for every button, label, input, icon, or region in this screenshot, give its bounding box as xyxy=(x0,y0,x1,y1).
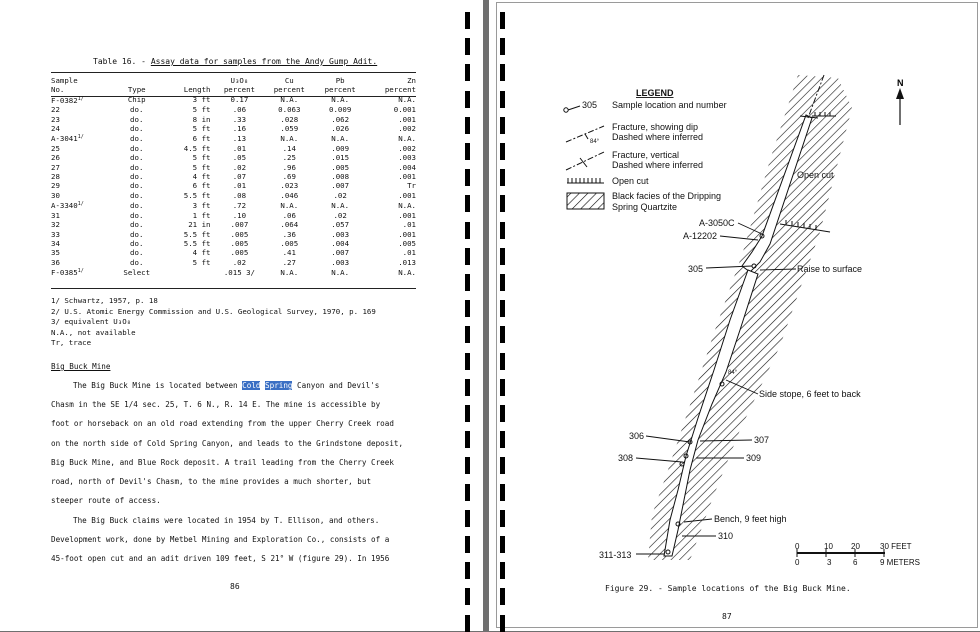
label-306: 306 xyxy=(629,431,645,441)
table-cell: .69 xyxy=(282,172,296,182)
table-cell: N.A. xyxy=(398,267,416,277)
table-cell: .14 xyxy=(282,143,296,153)
table-cell: .003 xyxy=(331,257,350,267)
cell-sample: $A-3041^{1/}$ xyxy=(51,134,84,144)
table-cell: 1 ft xyxy=(192,210,211,220)
page-number: 86 xyxy=(230,582,240,591)
table-cell: 5 ft xyxy=(192,162,211,172)
paragraph-1: The Big Buck Mine is located between Cold Spring Canyon and Devil's Chasm in the SE 1/4 sec. 25, T. 6 N., R. 14 E. The mine is accessible by foot or horseback on an old road extending from the upper Cherry Creek road on the north side of Cold Spring Canyon, and leads to the Grindstone deposit, Big Buck Mine, and Blue Rock deposit. A trail leading from the Cherry Creek road, north of Devil's Chasm, to the mine provides a much shorter, but steeper route of access. xyxy=(51,381,404,506)
table-cell: 5.5 ft xyxy=(183,238,211,248)
table-cell: 4.5 ft xyxy=(183,143,211,153)
section-heading: Big Buck Mine xyxy=(51,362,111,371)
col-header-length: Length xyxy=(183,85,211,95)
table-cell: .007 xyxy=(331,248,350,258)
table-cell: .005 xyxy=(398,238,416,248)
table-cell: Tr xyxy=(407,181,416,191)
table-cell: .25 xyxy=(282,153,296,163)
table-cell: 4 ft xyxy=(192,248,211,258)
table-cell: .01 xyxy=(402,220,416,230)
table-cell: do. xyxy=(130,190,144,200)
table-cell: 21 in xyxy=(188,220,211,230)
table-cell: do. xyxy=(130,257,144,267)
svg-text:3: 3 xyxy=(827,558,832,567)
cell-sample: 35 xyxy=(51,248,60,258)
table-cell: .005 xyxy=(230,238,249,248)
table-cell: .046 xyxy=(280,190,299,200)
table-cell: 0.063 xyxy=(278,105,301,115)
table-cell: .005 xyxy=(230,229,249,239)
svg-text:Spring Quartzite: Spring Quartzite xyxy=(612,202,678,212)
table-cell: N.A. xyxy=(398,133,416,143)
table-cell: .062 xyxy=(331,114,350,124)
svg-text:305: 305 xyxy=(582,100,598,110)
table-cell: .001 xyxy=(398,172,416,182)
table-cell: 3 ft xyxy=(192,95,211,105)
page-number: 87 xyxy=(722,612,732,621)
table-cell: .001 xyxy=(398,210,416,220)
table-cell: .06 xyxy=(232,105,247,115)
table-cell: .028 xyxy=(280,114,299,124)
paragraph-2: The Big Buck claims were located in 1954 by T. Ellison, and others. Development work, done by Metbel Mining and Exploration Co., consists of a 45-foot open cut and an adit driven 109 feet, S 21° W (figure 29). In 1956 xyxy=(51,516,390,564)
table-cell: do. xyxy=(130,210,144,220)
col-header-zn: Zn percent xyxy=(384,76,416,95)
table-cell: N.A. xyxy=(398,200,416,210)
table-cell: N.A. xyxy=(331,95,350,105)
table-cell: N.A. xyxy=(280,133,299,143)
cell-sample: $F-0385^{1/}$ xyxy=(51,268,84,278)
table-cell: 0.001 xyxy=(393,105,416,115)
cell-sample: 23 xyxy=(51,114,60,124)
table-cell: do. xyxy=(130,181,144,191)
table-cell: do. xyxy=(130,114,144,124)
table-cell: 5 ft xyxy=(192,105,211,115)
col-header-u3o8: U₃O₈ percent xyxy=(223,76,255,95)
table-cell: .33 xyxy=(232,114,247,124)
table-cell: .059 xyxy=(280,124,299,134)
table-cell: 5.5 ft xyxy=(183,229,211,239)
table-cell: .007 xyxy=(331,181,350,191)
label-side-stope: Side stope, 6 feet to back xyxy=(759,389,861,399)
svg-text:30 FEET: 30 FEET xyxy=(880,542,912,551)
cell-sample: 28 xyxy=(51,172,60,182)
table-cell: do. xyxy=(130,124,144,134)
table-cell: .001 xyxy=(398,190,416,200)
label-raise: Raise to surface xyxy=(797,264,863,274)
table-cell: .01 xyxy=(232,143,247,153)
table-cell: .07 xyxy=(232,172,247,182)
table-caption: Table 16. - Assay data for samples from the Andy Gump Adit. xyxy=(93,57,378,66)
cell-sample: $F-0382^{1/}$ xyxy=(51,95,84,105)
table-cell: .004 xyxy=(331,238,350,248)
cell-sample: 34 xyxy=(51,238,60,248)
table-cell: do. xyxy=(130,172,144,182)
table-cell: .27 xyxy=(282,257,296,267)
table-cell: N.A. xyxy=(331,133,350,143)
legend-fracture-vertical: Fracture, vertical xyxy=(612,150,680,160)
cell-sample: 30 xyxy=(51,190,60,200)
svg-text:20: 20 xyxy=(851,542,860,551)
search-highlight[interactable]: Spring xyxy=(265,381,293,390)
table-cell: .41 xyxy=(282,248,296,258)
figure-caption: Figure 29. - Sample locations of the Big Buck Mine. xyxy=(605,584,851,593)
table-cell: .02 xyxy=(333,210,347,220)
table-cell: 5 ft xyxy=(192,124,211,134)
legend-fracture-dip: Fracture, showing dip xyxy=(612,122,699,132)
svg-text:0: 0 xyxy=(795,542,800,551)
table-cell: 4 ft xyxy=(192,172,211,182)
table-cell: .05 xyxy=(232,153,247,163)
table-cell: .02 xyxy=(333,190,347,200)
table-cell: 6 ft xyxy=(192,181,211,191)
svg-text:84°: 84° xyxy=(590,139,600,145)
footnote: 3/ equivalent U₃O₈ xyxy=(51,317,132,326)
table-cell: N.A. xyxy=(280,200,299,210)
label-310: 310 xyxy=(718,531,734,541)
table-cell: do. xyxy=(130,220,144,230)
table-cell: .002 xyxy=(398,143,416,153)
table-cell: .007 xyxy=(230,220,249,230)
cell-sample: 22 xyxy=(51,105,60,115)
legend-open-cut: Open cut xyxy=(612,176,649,186)
label-309: 309 xyxy=(746,453,762,463)
label-307: 307 xyxy=(754,435,770,445)
svg-text:6: 6 xyxy=(853,558,858,567)
table-cell: 3 ft xyxy=(192,200,211,210)
table-cell: .13 xyxy=(232,133,247,143)
table-cell: .064 xyxy=(280,220,299,230)
table-cell: .36 xyxy=(282,229,296,239)
table-cell: do. xyxy=(130,153,144,163)
table-cell: N.A. xyxy=(280,95,299,105)
table-cell: .001 xyxy=(398,114,416,124)
table-cell: do. xyxy=(130,162,144,172)
table-cell: .057 xyxy=(331,220,350,230)
col-header-pb: Pb percent xyxy=(324,76,356,95)
table-cell: .003 xyxy=(331,229,350,239)
table-cell: .013 xyxy=(398,257,416,267)
table-cell: .01 xyxy=(232,181,247,191)
table-cell: 5 ft xyxy=(192,257,211,267)
label-305: 305 xyxy=(688,264,704,274)
table-cell: 6 ft xyxy=(192,133,211,143)
label-open-cut: Open cut xyxy=(797,170,834,180)
label-311-313: 311-313 xyxy=(599,550,632,560)
table-cell: .003 xyxy=(398,153,416,163)
legend-sample: Sample location and number xyxy=(612,100,727,110)
table-cell: 5 ft xyxy=(192,153,211,163)
search-highlight[interactable]: Cold xyxy=(242,381,261,390)
table-cell: .015 xyxy=(331,153,350,163)
table-cell: do. xyxy=(130,200,144,210)
table-cell: Chip xyxy=(127,95,146,105)
svg-text:N: N xyxy=(897,78,904,88)
north-arrow xyxy=(896,78,904,125)
cell-sample: 26 xyxy=(51,153,60,163)
table-cell: .015 3/ xyxy=(223,267,255,277)
table-cell: .005 xyxy=(280,238,299,248)
cell-sample: 32 xyxy=(51,220,60,230)
map-legend xyxy=(564,88,727,212)
table-cell: .72 xyxy=(232,200,247,210)
table-cell: Select xyxy=(123,267,151,277)
table-cell: .08 xyxy=(232,190,247,200)
table-cell: .06 xyxy=(282,210,296,220)
table-cell: 8 in xyxy=(192,114,211,124)
table-cell: do. xyxy=(130,143,144,153)
table-cell: .026 xyxy=(331,124,350,134)
label-308: 308 xyxy=(618,453,634,463)
cell-sample: 27 xyxy=(51,162,60,172)
table-cell: .10 xyxy=(232,210,247,220)
cell-sample: $A-3340^{1/}$ xyxy=(51,201,84,211)
svg-text:0: 0 xyxy=(795,558,800,567)
svg-text:Dashed where inferred: Dashed where inferred xyxy=(612,132,704,142)
table-cell: 0.009 xyxy=(329,105,352,115)
svg-text:Dashed where inferred: Dashed where inferred xyxy=(612,160,704,170)
table-cell: .023 xyxy=(280,181,299,191)
table-cell: .002 xyxy=(398,124,416,134)
table-cell: .008 xyxy=(331,172,350,182)
table-cell: .02 xyxy=(232,257,247,267)
table-cell: .16 xyxy=(232,124,247,134)
footnote: 2/ U.S. Atomic Energy Commission and U.S. Geological Survey, 1970, p. 169 xyxy=(51,306,376,316)
table-cell: do. xyxy=(130,238,144,248)
cell-sample: 36 xyxy=(51,257,60,267)
table-cell: .005 xyxy=(230,248,249,258)
label-bench: Bench, 9 feet high xyxy=(714,514,787,524)
cell-sample: 31 xyxy=(51,210,60,220)
table-cell: do. xyxy=(130,229,144,239)
table-cell: do. xyxy=(130,248,144,258)
table-cell: N.A. xyxy=(398,95,416,105)
cell-sample: 25 xyxy=(51,143,60,153)
table-cell: N.A. xyxy=(331,200,350,210)
table-cell: .005 xyxy=(331,162,350,172)
table-cell: do. xyxy=(130,105,144,115)
table-cell: .009 xyxy=(331,143,350,153)
svg-text:84°: 84° xyxy=(728,370,738,376)
cell-sample: 29 xyxy=(51,181,60,191)
col-header-sample: Sample No. xyxy=(51,76,78,95)
legend-black-facies: Black facies of the Dripping xyxy=(612,191,722,201)
adit-workings xyxy=(664,115,812,556)
label-a3050c: A-3050C xyxy=(699,218,735,228)
scale-bar xyxy=(795,542,920,567)
table-cell: .01 xyxy=(402,248,416,258)
col-header-type: Type xyxy=(127,85,146,95)
cell-sample: 33 xyxy=(51,229,60,239)
table-cell: 0.17 xyxy=(230,95,249,105)
table-cell: N.A. xyxy=(280,267,299,277)
table-cell: .004 xyxy=(398,162,416,172)
table-cell: 5.5 ft xyxy=(183,190,211,200)
table-cell: .96 xyxy=(282,162,296,172)
footnote: 1/ Schwartz, 1957, p. 18 xyxy=(51,296,158,305)
footnote: Tr, trace xyxy=(51,338,92,347)
legend-title: LEGEND xyxy=(636,88,674,98)
table-cell: .001 xyxy=(398,229,416,239)
cell-sample: 24 xyxy=(51,124,60,134)
table-cell: .02 xyxy=(232,162,247,172)
svg-text:9 METERS: 9 METERS xyxy=(880,558,921,567)
footnote: N.A., not available xyxy=(51,327,136,337)
label-a12202: A-12202 xyxy=(683,231,718,241)
col-header-cu: Cu percent xyxy=(273,76,305,95)
svg-text:10: 10 xyxy=(824,542,833,551)
table-cell: N.A. xyxy=(331,267,350,277)
table-cell: do. xyxy=(130,133,144,143)
